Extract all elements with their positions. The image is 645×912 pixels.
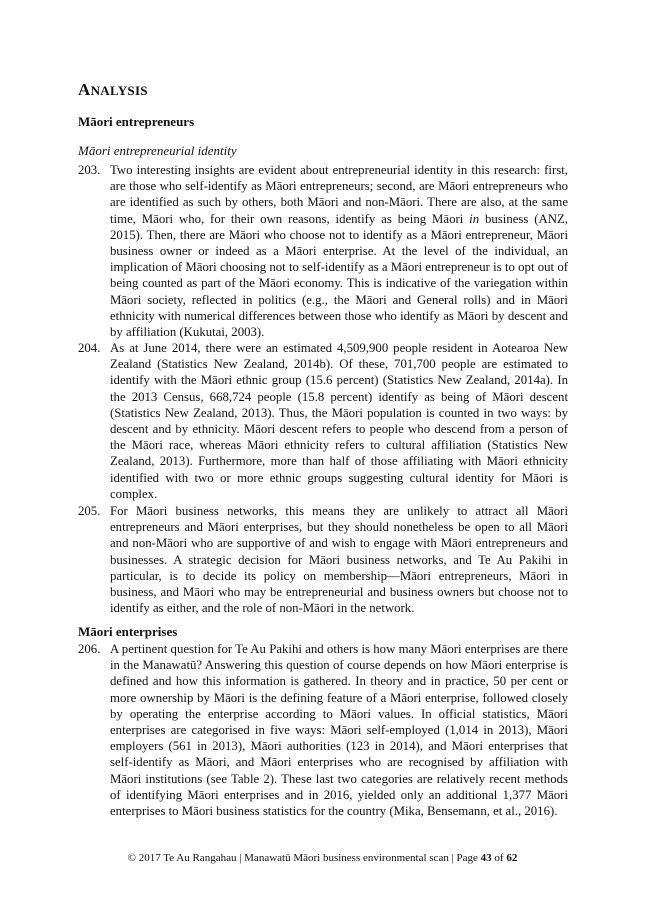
paragraph-number: 206. — [78, 642, 101, 656]
page-footer — [0, 852, 645, 864]
paragraph-emphasis: in — [469, 211, 480, 226]
footer-of: of — [491, 852, 507, 864]
paragraph-number: 203. — [78, 163, 101, 177]
paragraph-text: A pertinent question for Te Au Pakihi and others is how many Māori enterprises are there in the Manawatū? Answering this question of course depends on how Māori enterprise is defined and how this information is gathered. In theory and in practice, 50 per cent or more ownership by Māori is the defining feature of a Māori enterprise, followed closely by operating the enterprise according to Māori values. In official statistics, Māori enterprises are categorised in five ways: Māori self-employed (1,014 in 2013), Māori employers (561 in 2013), Māori authorities (123 in 2014), and Māori enterprises that self-identify as Māori, and Māori enterprises who are recognised by affiliation with Māori institutions (see Table 2). These last two categories are relatively recent methods of identifying Māori enterprises and in 2016, yielded only an additional 1,377 Māori enterprises to Māori business statistics for the country (Mika, Bensemann, et al., 2016). — [110, 642, 568, 819]
footer-total-pages: 62 — [506, 852, 518, 864]
paragraph-205 — [78, 503, 568, 616]
heading-rest: NALYSIS — [90, 83, 148, 98]
subsection-title-identity: Māori entrepreneurial identity — [78, 143, 237, 158]
footer-text: © 2017 Te Au Rangahau | Manawatū Māori business environmental scan | Page — [127, 852, 481, 864]
paragraph-number: 205. — [78, 504, 101, 518]
heading-initial: A — [78, 80, 91, 99]
paragraph-text: For Māori business networks, this means they are unlikely to attract all Māori entrepreneurs and Māori enterprises, but they should nonetheless be open to all Māori and non-Māori who are supportive of and wish to engage with Māori entrepreneurs and businesses. A strategic decision for Māori business networks, and Te Au Pakihi in particular, is to decide its policy on membership—Māori entrepreneurs, Māori in business, and Māori who may be entrepreneurial and business owners but choose not to identify as either, and the role of non-Māori in the network. — [110, 504, 568, 616]
paragraph-206 — [78, 641, 568, 819]
paragraph-number: 204. — [78, 341, 101, 355]
paragraph-203 — [78, 162, 568, 340]
section-title-entrepreneurs: Māori entrepreneurs — [78, 114, 195, 129]
paragraph-text-part: business (ANZ, 2015). Then, there are Māori who choose not to identify as a Māori entrepreneur, Māori business owner or indeed as a Māori enterprise. At the level of the individual, an implication of Māori choosing not to self-identify as a Māori entrepreneur is to opt out of being counted as part of the Māori economy. This is indicative of the variegation within Māori society, reflected in politics (e.g., the Māori and General rolls) and in Māori ethnicity with numerical differences between those who identify as Māori by descent and by affiliation (Kukutai, 2003). — [110, 211, 568, 340]
paragraph-text — [110, 162, 568, 340]
section-title-enterprises: Māori enterprises — [78, 624, 178, 639]
analysis-heading — [78, 80, 148, 100]
paragraph-204 — [78, 340, 568, 502]
footer-page-number: 43 — [480, 852, 492, 864]
paragraph-text: As at June 2014, there were an estimated 4,509,900 people resident in Aotearoa New Zealand (Statistics New Zealand, 2014b). Of these, 701,700 people are estimated to identify with the Māori ethnic group (15.6 percent) (Statistics New Zealand, 2014a). In the 2013 Census, 668,724 people (15.8 percent) identify as being of Māori descent (Statistics New Zealand, 2013). Thus, the Māori population is counted in two ways: by descent and by ethnicity. Māori descent refers to people who descend from a person of the Māori race, whereas Māori ethnicity refers to cultural affiliation (Statistics New Zealand, 2013). Furthermore, more than half of those affiliating with Māori ethnicity identified with two or more ethnic groups suggesting cultural identity for Māori is complex. — [110, 341, 568, 501]
paragraph-text-part: Two interesting insights are evident about entrepreneurial identity in this research: first, are those who self-identify as Māori entrepreneurs; second, are Māori entrepreneurs who are identified as such by others, both Māori and non-Māori. There are also, at the same time, Māori who, for their own reasons, identify as being Māori — [110, 163, 568, 226]
